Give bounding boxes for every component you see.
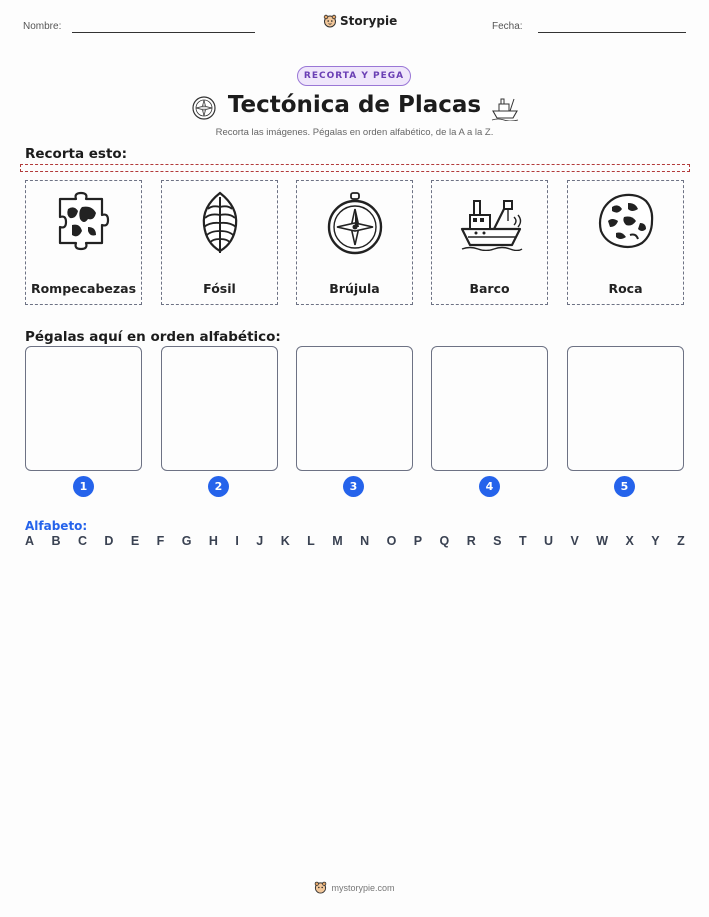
- position-number: 3: [343, 476, 364, 497]
- alphabet-letter: M: [332, 534, 343, 548]
- alphabet-letter: U: [544, 534, 554, 548]
- cut-card[interactable]: [296, 180, 413, 305]
- alphabet-letter: H: [208, 534, 218, 548]
- alphabet-letter: K: [280, 534, 290, 548]
- puzzle-globe-icon: [54, 191, 114, 251]
- paste-box[interactable]: [567, 346, 684, 471]
- brand-name: Storypie: [340, 14, 398, 28]
- paste-heading: Pégalas aquí en orden alfabético:: [25, 329, 281, 345]
- alphabet-letter: W: [596, 534, 609, 548]
- cut-card[interactable]: [25, 180, 142, 305]
- alphabet-letter: T: [518, 534, 527, 548]
- ship-icon: [460, 191, 524, 251]
- alphabet-letter: Q: [439, 534, 450, 548]
- footer: [0, 881, 709, 894]
- mascot-icon: [323, 14, 337, 28]
- alphabet-letter: E: [130, 534, 140, 548]
- alphabet-letter: X: [625, 534, 634, 548]
- cut-card[interactable]: [567, 180, 684, 305]
- card-label: Brújula: [329, 281, 380, 296]
- instructions: Recorta las imágenes. Pégalas en orden alfabético, de la A a la Z.: [215, 127, 494, 138]
- paste-box[interactable]: [161, 346, 278, 471]
- alphabet-letter: Z: [677, 534, 685, 548]
- alphabet-letter: R: [466, 534, 476, 548]
- activity-badge: RECORTA Y PEGA: [297, 66, 411, 86]
- card-label: Roca: [608, 281, 643, 296]
- alphabet-letter: B: [51, 534, 61, 548]
- position-number: 2: [208, 476, 229, 497]
- alphabet-letter: O: [386, 534, 397, 548]
- brand-logo: [323, 14, 397, 28]
- card-label: Barco: [469, 281, 510, 296]
- fossil-leaf-icon: [190, 191, 250, 255]
- alphabet-heading: Alfabeto:: [25, 519, 88, 533]
- paste-box[interactable]: [296, 346, 413, 471]
- compass-icon: [325, 191, 385, 255]
- alphabet-letter: P: [413, 534, 423, 548]
- cut-line: [20, 164, 690, 172]
- ship-title-icon: [490, 93, 520, 125]
- card-label: Rompecabezas: [30, 281, 137, 296]
- alphabet-letter: F: [156, 534, 165, 548]
- position-number: 4: [479, 476, 500, 497]
- footer-site[interactable]: mystorypie.com: [331, 882, 395, 893]
- alphabet-letter: D: [104, 534, 114, 548]
- name-label: Nombre:: [23, 21, 62, 32]
- date-line[interactable]: [538, 32, 686, 33]
- page-title: Tectónica de Placas: [227, 92, 482, 118]
- alphabet-letter: S: [493, 534, 502, 548]
- alphabet-letter: G: [181, 534, 192, 548]
- paste-box[interactable]: [25, 346, 142, 471]
- paste-box[interactable]: [431, 346, 548, 471]
- alphabet-letter: L: [307, 534, 315, 548]
- position-number: 5: [614, 476, 635, 497]
- card-label: Fósil: [203, 281, 236, 296]
- alphabet-letter: A: [25, 534, 35, 548]
- cut-heading: Recorta esto:: [25, 146, 128, 162]
- cut-card[interactable]: [431, 180, 548, 305]
- alphabet-letter: N: [360, 534, 370, 548]
- position-number: 1: [73, 476, 94, 497]
- name-line[interactable]: [72, 32, 255, 33]
- mascot-icon: [314, 881, 327, 894]
- alphabet-letter: I: [235, 534, 239, 548]
- rock-icon: [596, 191, 656, 251]
- alphabet-row: [25, 534, 685, 548]
- alphabet-letter: V: [570, 534, 579, 548]
- alphabet-letter: J: [256, 534, 264, 548]
- date-label: Fecha:: [492, 21, 523, 32]
- alphabet-letter: Y: [651, 534, 660, 548]
- cut-card[interactable]: [161, 180, 278, 305]
- alphabet-letter: C: [77, 534, 87, 548]
